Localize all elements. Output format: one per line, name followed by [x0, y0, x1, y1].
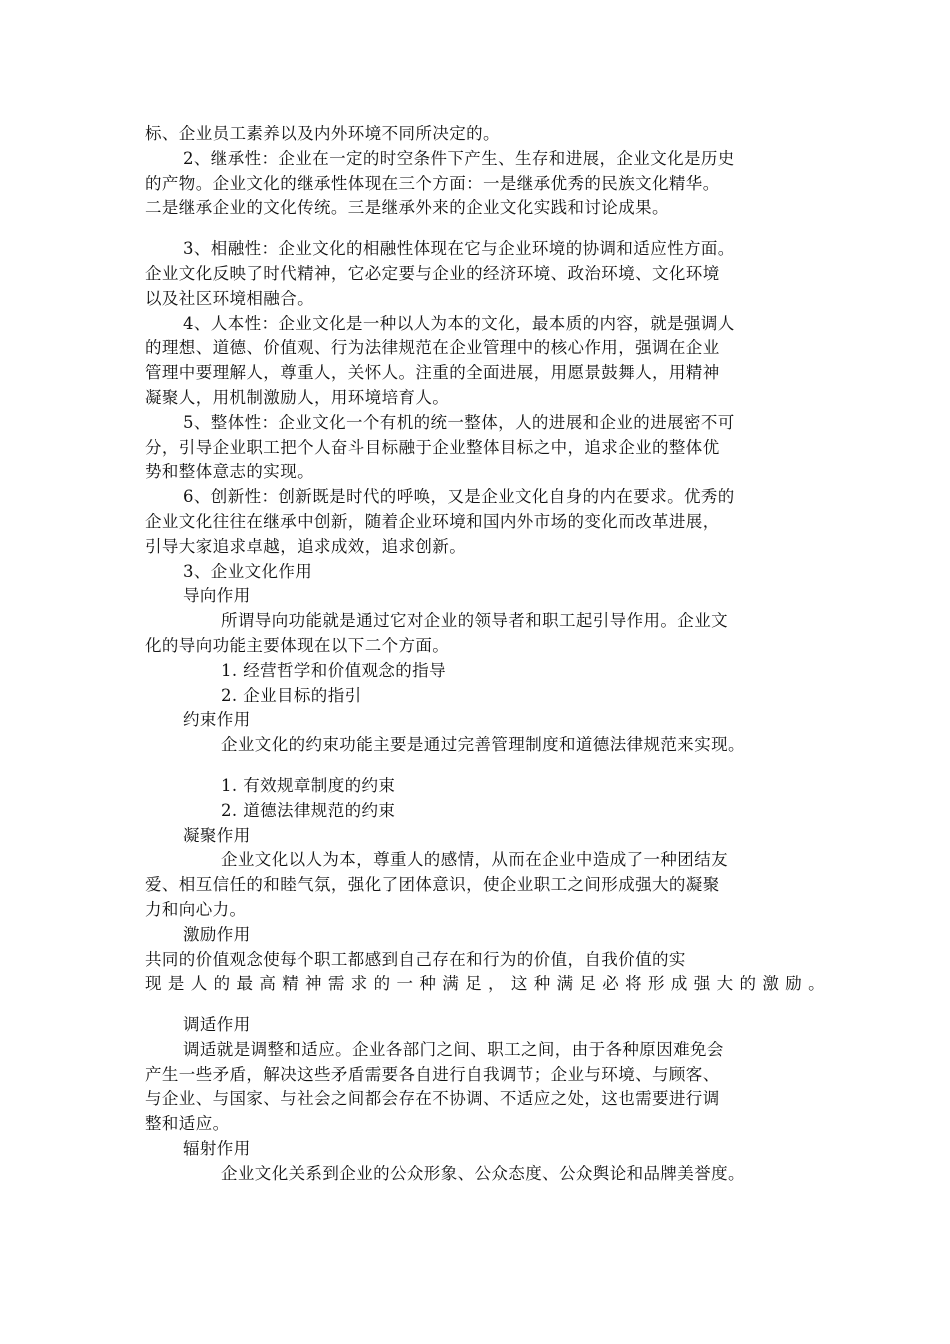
text-line: 共同的价值观念使每个职工都感到自己存在和行为的价值，自我价值的实 — [145, 949, 686, 969]
text-line: 分，引导企业职工把个人奋斗目标融于企业整体目标之中，追求企业的整体优 — [145, 437, 720, 457]
text-line: 企业文化的约束功能主要是通过完善管理制度和道德法律规范来实现。 — [221, 735, 745, 755]
subsection-title: 约束作用 — [183, 710, 251, 730]
text-line: 的产物。企业文化的继承性体现在三个方面：一是继承优秀的民族文化精华。 — [145, 173, 720, 193]
text-line: 化的导向功能主要体现在以下二个方面。 — [145, 635, 450, 655]
text-line: 整和适应。 — [145, 1114, 230, 1134]
text-line: 企业文化以人为本，尊重人的感情，从而在企业中造成了一种团结友 — [221, 850, 728, 870]
subsection-title: 导向作用 — [183, 586, 251, 606]
text-line: 产生一些矛盾，解决这些矛盾需要各自进行自我调节；企业与环境、与顾客、 — [145, 1064, 720, 1084]
text-line: 管理中要理解人，尊重人，关怀人。注重的全面进展，用愿景鼓舞人，用精神 — [145, 363, 720, 383]
list-item: 1. 经营哲学和价值观念的指导 — [221, 660, 446, 680]
text-line: 现是人的最高精神需求的一种满足，这种满足必将形成强大的激励。 — [145, 974, 825, 994]
list-item: 2. 企业目标的指引 — [221, 685, 362, 705]
text-line: 2、继承性：企业在一定的时空条件下产生、生存和进展，企业文化是历史 — [183, 148, 735, 168]
text-line: 二是继承企业的文化传统。三是继承外来的企业文化实践和讨论成果。 — [145, 198, 669, 218]
text-line: 爱、相互信任的和睦气氛，强化了团体意识，使企业职工之间形成强大的凝聚 — [145, 875, 720, 895]
text-line: 3、相融性：企业文化的相融性体现在它与企业环境的协调和适应性方面。 — [183, 239, 735, 259]
subsection-title: 激励作用 — [183, 924, 251, 944]
text-line: 标、企业员工素养以及内外环境不同所决定的。 — [145, 124, 500, 143]
text-line: 与企业、与国家、与社会之间都会存在不协调、不适应之处，这也需要进行调 — [145, 1089, 720, 1109]
section-heading: 3、企业文化作用 — [183, 561, 313, 581]
list-item: 1. 有效规章制度的约束 — [221, 775, 396, 795]
text-line: 的理想、道德、价值观、行为法律规范在企业管理中的核心作用，强调在企业 — [145, 338, 720, 358]
text-line: 力和向心力。 — [145, 899, 247, 919]
text-line: 以及社区环境相融合。 — [145, 288, 314, 308]
subsection-title: 凝聚作用 — [183, 825, 251, 845]
document-page — [145, 122, 825, 1187]
text-line: 企业文化往往在继承中创新，随着企业环境和国内外市场的变化而改革进展， — [145, 511, 720, 531]
list-item: 2. 道德法律规范的约束 — [221, 800, 396, 820]
text-line: 5、整体性：企业文化一个有机的统一整体，人的进展和企业的进展密不可 — [183, 412, 735, 432]
text-line: 凝聚人，用机制激励人，用环境培育人。 — [145, 387, 450, 407]
text-line: 6、创新性：创新既是时代的呼唤，又是企业文化自身的内在要求。优秀的 — [183, 487, 735, 507]
subsection-title: 辐射作用 — [183, 1139, 251, 1159]
subsection-title: 调适作用 — [183, 1015, 251, 1035]
text-line: 企业文化关系到企业的公众形象、公众态度、公众舆论和品牌美誉度。 — [221, 1163, 745, 1183]
text-line: 4、人本性：企业文化是一种以人为本的文化，最本质的内容，就是强调人 — [183, 313, 735, 333]
text-line: 调适就是调整和适应。企业各部门之间、职工之间，由于各种原因难免会 — [183, 1039, 724, 1059]
text-line: 引导大家追求卓越，追求成效，追求创新。 — [145, 536, 467, 556]
text-line: 所谓导向功能就是通过它对企业的领导者和职工起引导作用。企业文 — [221, 611, 728, 631]
text-line: 企业文化反映了时代精神，它必定要与企业的经济环境、政治环境、文化环境 — [145, 263, 720, 283]
text-line: 势和整体意志的实现。 — [145, 462, 314, 482]
